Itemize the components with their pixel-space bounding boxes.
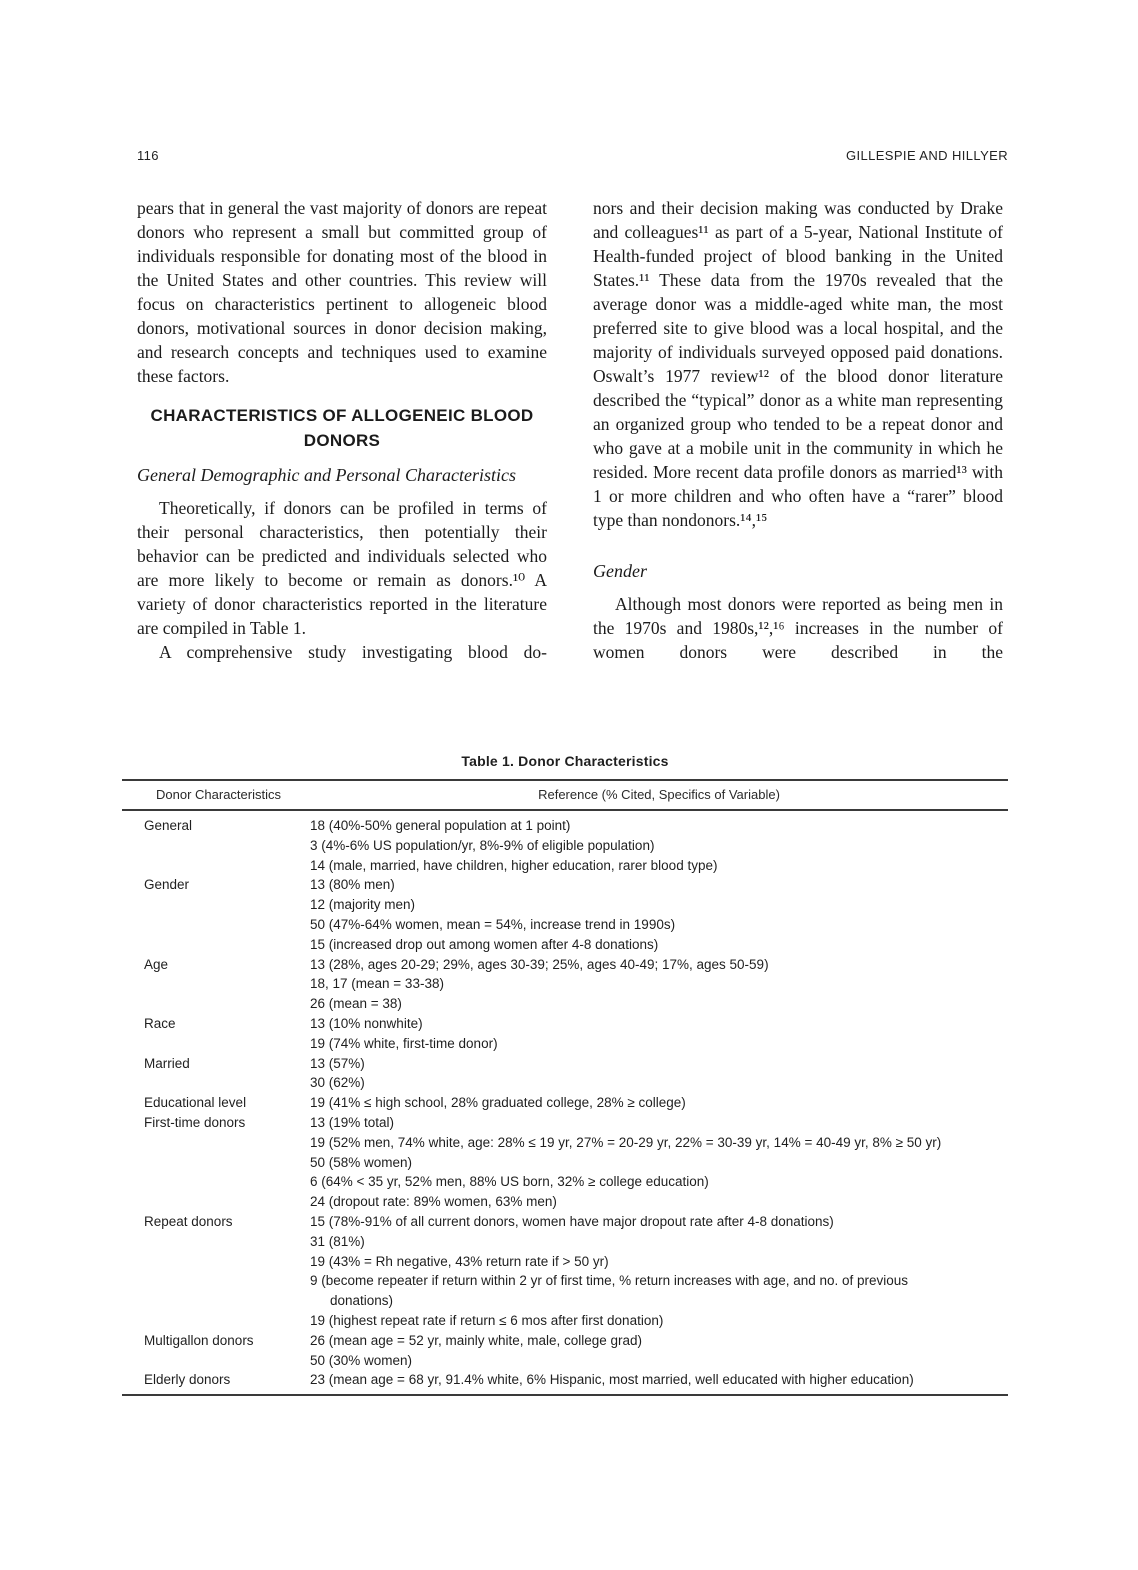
table-body — [122, 811, 1008, 1394]
table-col1-header: Donor Characteristics — [156, 787, 281, 802]
reference-entry: 50 (58% women) — [310, 1154, 413, 1170]
donor-characteristic-cell: Gender — [144, 877, 190, 893]
reference-entry: 23 (mean age = 68 yr, 91.4% white, 6% Hispanic, most married, well educated with higher education) — [310, 1372, 914, 1388]
subsection-heading: General Demographic and Personal Characteristics — [137, 465, 516, 485]
body-paragraph-nors: nors and their decision making was conducted by Drake and colleagues¹¹ as part of a 5-year, National Institute of Health-funded project of blood banking in the United States.¹¹ These data from the 1970s revealed that the average donor was a middle-aged white man, the most preferred site to give blood was a local hospital, and the majority of individuals surveyed opposed paid donations. Oswalt’s 1977 review¹² of the blood donor literature described the “typical” donor as a white man representing an organized group who tended to be a repeat donor and who gave at a mobile unit in the community in which he resided. More recent data profile donors as married¹³ with 1 or more children and who often have a “rarer” blood type than nondonors.¹⁴,¹⁵ — [593, 198, 1003, 530]
reference-entry: 13 (57%) — [310, 1055, 365, 1071]
reference-entry: 19 (41% ≤ high school, 28% graduated college, 28% ≥ college) — [310, 1095, 686, 1111]
reference-cell — [310, 1093, 1008, 1113]
reference-entry: 30 (62%) — [310, 1075, 365, 1091]
running-head — [137, 148, 1008, 163]
table-title: Table 1. Donor Characteristics — [461, 753, 669, 769]
donor-characteristic-cell: Educational level — [144, 1095, 247, 1111]
donor-characteristic-cell: Elderly donors — [144, 1372, 231, 1388]
reference-cell — [310, 1113, 1008, 1212]
reference-entry: 9 (become repeater if return within 2 yr of first time, % return increases with age, and no. of previous donations) — [310, 1273, 909, 1309]
reference-entry: 26 (mean age = 52 yr, mainly white, male, college grad) — [310, 1332, 643, 1348]
reference-entry: 13 (19% total) — [310, 1114, 395, 1130]
reference-entry: 3 (4%-6% US population/yr, 8%-9% of eligible population) — [310, 837, 655, 853]
reference-entry: 50 (47%-64% women, mean = 54%, increase trend in 1990s) — [310, 916, 676, 932]
donor-characteristics-table — [122, 753, 1008, 1396]
donor-characteristic-cell: Age — [144, 956, 169, 972]
reference-entry: 6 (64% < 35 yr, 52% men, 88% US born, 32% ≥ college education) — [310, 1174, 709, 1190]
reference-entry: 18 (40%-50% general population at 1 point) — [310, 818, 571, 833]
section-heading: CHARACTERISTICS OF ALLOGENEIC BLOOD DONORS — [150, 406, 534, 450]
reference-cell — [310, 816, 1008, 875]
table-header-row — [122, 781, 1008, 809]
donor-characteristic-cell: Repeat donors — [144, 1213, 233, 1229]
reference-entry: 13 (10% nonwhite) — [310, 1015, 423, 1031]
reference-entry: 19 (highest repeat rate if return ≤ 6 mos after first donation) — [310, 1312, 664, 1328]
reference-cell — [310, 1370, 1008, 1390]
reference-entry: 19 (52% men, 74% white, age: 28% ≤ 19 yr, 27% = 20-29 yr, 22% = 30-39 yr, 14% = 40-49 yr, 8% ≥ 50 yr) — [310, 1134, 942, 1150]
table-row — [122, 1370, 1008, 1390]
running-head-authors: GILLESPIE AND HILLYER — [845, 148, 1008, 163]
body-paragraph-theoretically: Theoretically, if donors can be profiled in terms of their personal characteristics, then potentially their behavior can be predicted and individuals selected who are more likely to become or remain as donors.¹⁰ A variety of donor characteristics reported in the literature are compiled in Table 1. — [137, 498, 547, 638]
reference-entry: 15 (78%-91% of all current donors, women have major dropout rate after 4-8 donations) — [310, 1213, 834, 1229]
body-paragraph-continuation: pears that in general the vast majority of donors are repeat donors who represent a small but committed group of individuals responsible for donating most of the blood in the United States and other countries. This review will focus on characteristics pertinent to allogeneic blood donors, motivational sources in donor decision making, and research concepts and techniques used to examine these factors. — [137, 198, 547, 386]
table-row — [122, 1093, 1008, 1113]
reference-entry: 26 (mean = 38) — [310, 996, 402, 1012]
table-row — [122, 1113, 1008, 1212]
table-row — [122, 1014, 1008, 1054]
table-row — [122, 1054, 1008, 1094]
donor-characteristic-cell: First-time donors — [144, 1114, 246, 1130]
reference-entry: 14 (male, married, have children, higher education, rarer blood type) — [310, 857, 718, 873]
reference-entry: 50 (30% women) — [310, 1352, 413, 1368]
reference-entry: 19 (43% = Rh negative, 43% return rate if > 50 yr) — [310, 1253, 609, 1269]
donor-characteristic-cell: General — [144, 818, 193, 833]
table-row — [122, 875, 1008, 954]
reference-entry: 24 (dropout rate: 89% women, 63% men) — [310, 1194, 557, 1210]
donor-characteristic-cell: Married — [144, 1055, 190, 1071]
reference-cell — [310, 1331, 1008, 1371]
table-row — [122, 1331, 1008, 1371]
reference-cell — [310, 1054, 1008, 1094]
table-row — [122, 1212, 1008, 1331]
reference-entry: 13 (80% men) — [310, 877, 395, 893]
donor-characteristic-cell: Race — [144, 1015, 176, 1031]
page-number: 116 — [137, 148, 159, 163]
reference-entry: 12 (majority men) — [310, 897, 416, 913]
table-rule-bottom — [122, 1394, 1008, 1396]
reference-cell — [310, 1014, 1008, 1054]
reference-cell — [310, 875, 1008, 954]
right-column — [593, 196, 1003, 664]
table-col2-header: Reference (% Cited, Specifics of Variable) — [538, 787, 780, 802]
reference-cell — [310, 1212, 1008, 1331]
reference-entry: 18, 17 (mean = 33-38) — [310, 976, 444, 992]
reference-entry: 13 (28%, ages 20-29; 29%, ages 30-39; 25%, ages 40-49; 17%, ages 50-59) — [310, 956, 769, 972]
body-paragraph-although: Although most donors were reported as being men in the 1970s and 1980s,¹²,¹⁶ increases in the number of women donors were described in the — [593, 594, 1003, 662]
table-row — [122, 955, 1008, 1014]
reference-entry: 15 (increased drop out among women after 4-8 donations) — [310, 936, 659, 952]
donor-characteristic-cell: Multigallon donors — [144, 1332, 254, 1348]
body-paragraph-comprehensive: A comprehensive study investigating blood do- — [159, 642, 547, 662]
gender-heading: Gender — [593, 561, 647, 581]
reference-cell — [310, 955, 1008, 1014]
reference-entry: 19 (74% white, first-time donor) — [310, 1035, 498, 1051]
table-row — [122, 816, 1008, 875]
reference-entry: 31 (81%) — [310, 1233, 365, 1249]
left-column — [137, 196, 547, 664]
